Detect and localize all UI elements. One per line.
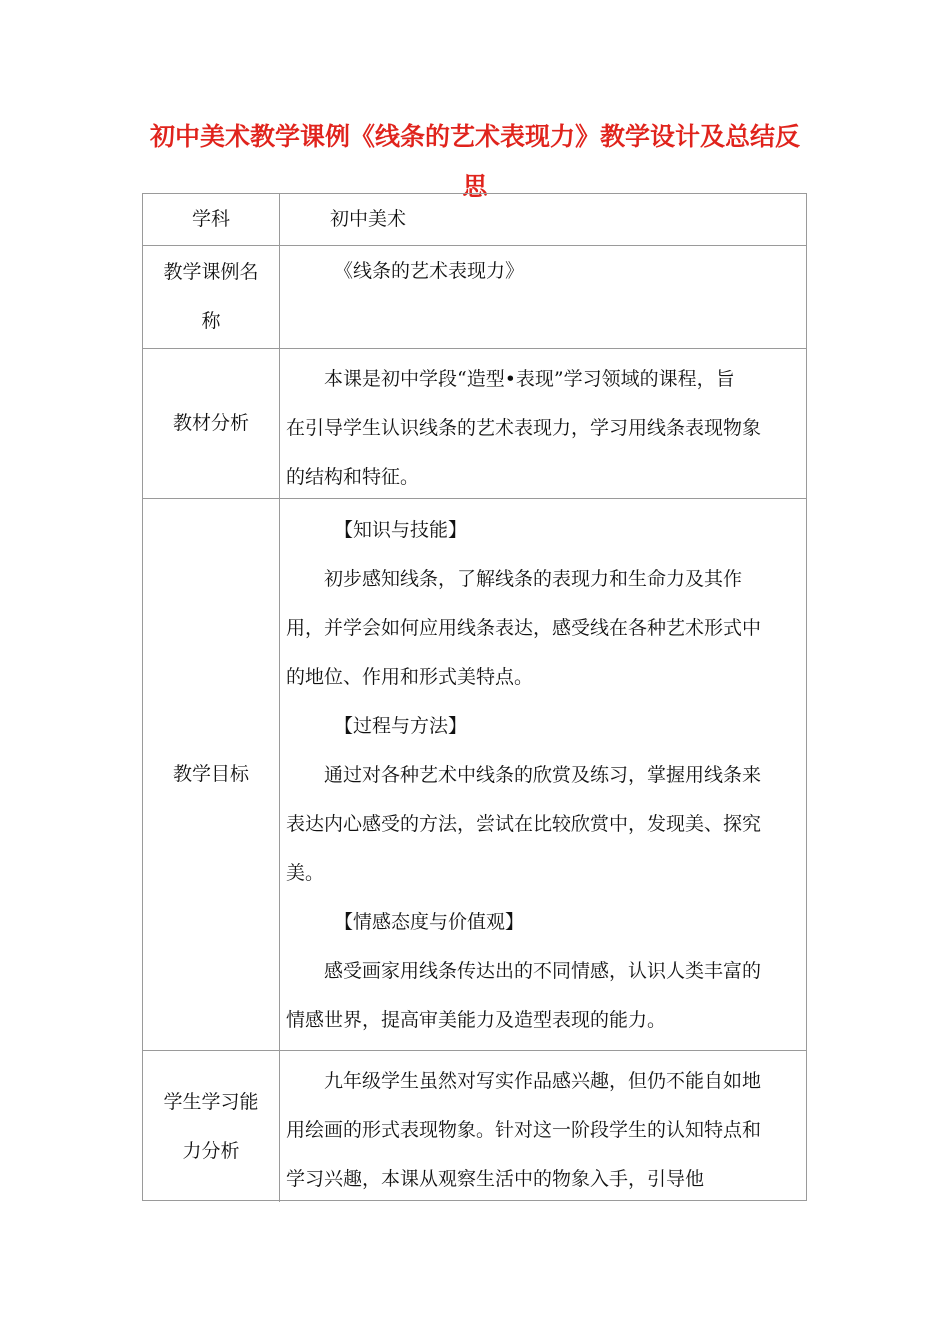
title-line-1: 初中美术教学课例《线条的艺术表现力》教学设计及总结反 xyxy=(149,122,800,151)
value-lesson-name: 《线条的艺术表现力》 xyxy=(334,260,525,282)
heading-process: 【过程与方法】 xyxy=(334,715,468,737)
row-material-analysis xyxy=(143,349,806,499)
lesson-plan-table xyxy=(142,193,807,1201)
value-material-analysis: 本课是初中学段“造型•表现”学习领域的课程，旨 在引导学生认识线条的艺术表现力，学习用线条表现物象 的结构和特征。 xyxy=(286,368,762,488)
label-subject: 学科 xyxy=(143,194,280,245)
value-subject: 初中美术 xyxy=(330,208,407,230)
title-line-2: 思 xyxy=(462,172,488,201)
value-student-analysis: 九年级学生虽然对写实作品感兴趣，但仍不能自如地 用绘画的形式表现物象。针对这一阶段学生的认知特点和 学习兴趣，本课从观察生活中的物象入手，引导他 xyxy=(286,1070,762,1190)
label-lesson-name: 教学课例名 称 xyxy=(143,246,280,348)
row-student-analysis xyxy=(143,1051,806,1202)
heading-knowledge: 【知识与技能】 xyxy=(334,519,468,541)
heading-emotion: 【情感态度与价值观】 xyxy=(334,911,525,933)
row-lesson-name xyxy=(143,246,806,349)
label-student-analysis: 学生学习能 力分析 xyxy=(143,1051,280,1202)
label-material-analysis: 教材分析 xyxy=(143,349,280,498)
value-teaching-goals: 【知识与技能】 初步感知线条，了解线条的表现力和生命力及其作 用，并学会如何应用线条表达，感受线在各种艺术形式中 的地位、作用和形式美特点。 【过程与方法】 通过对各种艺术中线条的欣赏及练习，掌握用线条来 表达内心感受的方法，尝试在比较欣赏中，发现美、探究 美。 【情感态度与价值观】 感受画家用线条传达出的不同情感，认识人类丰富的 情感世界，提高审美能力及造型表现的能力。 xyxy=(280,499,806,1050)
label-teaching-goals: 教学目标 xyxy=(143,499,280,1050)
row-teaching-goals xyxy=(143,499,806,1051)
row-subject xyxy=(143,194,806,246)
